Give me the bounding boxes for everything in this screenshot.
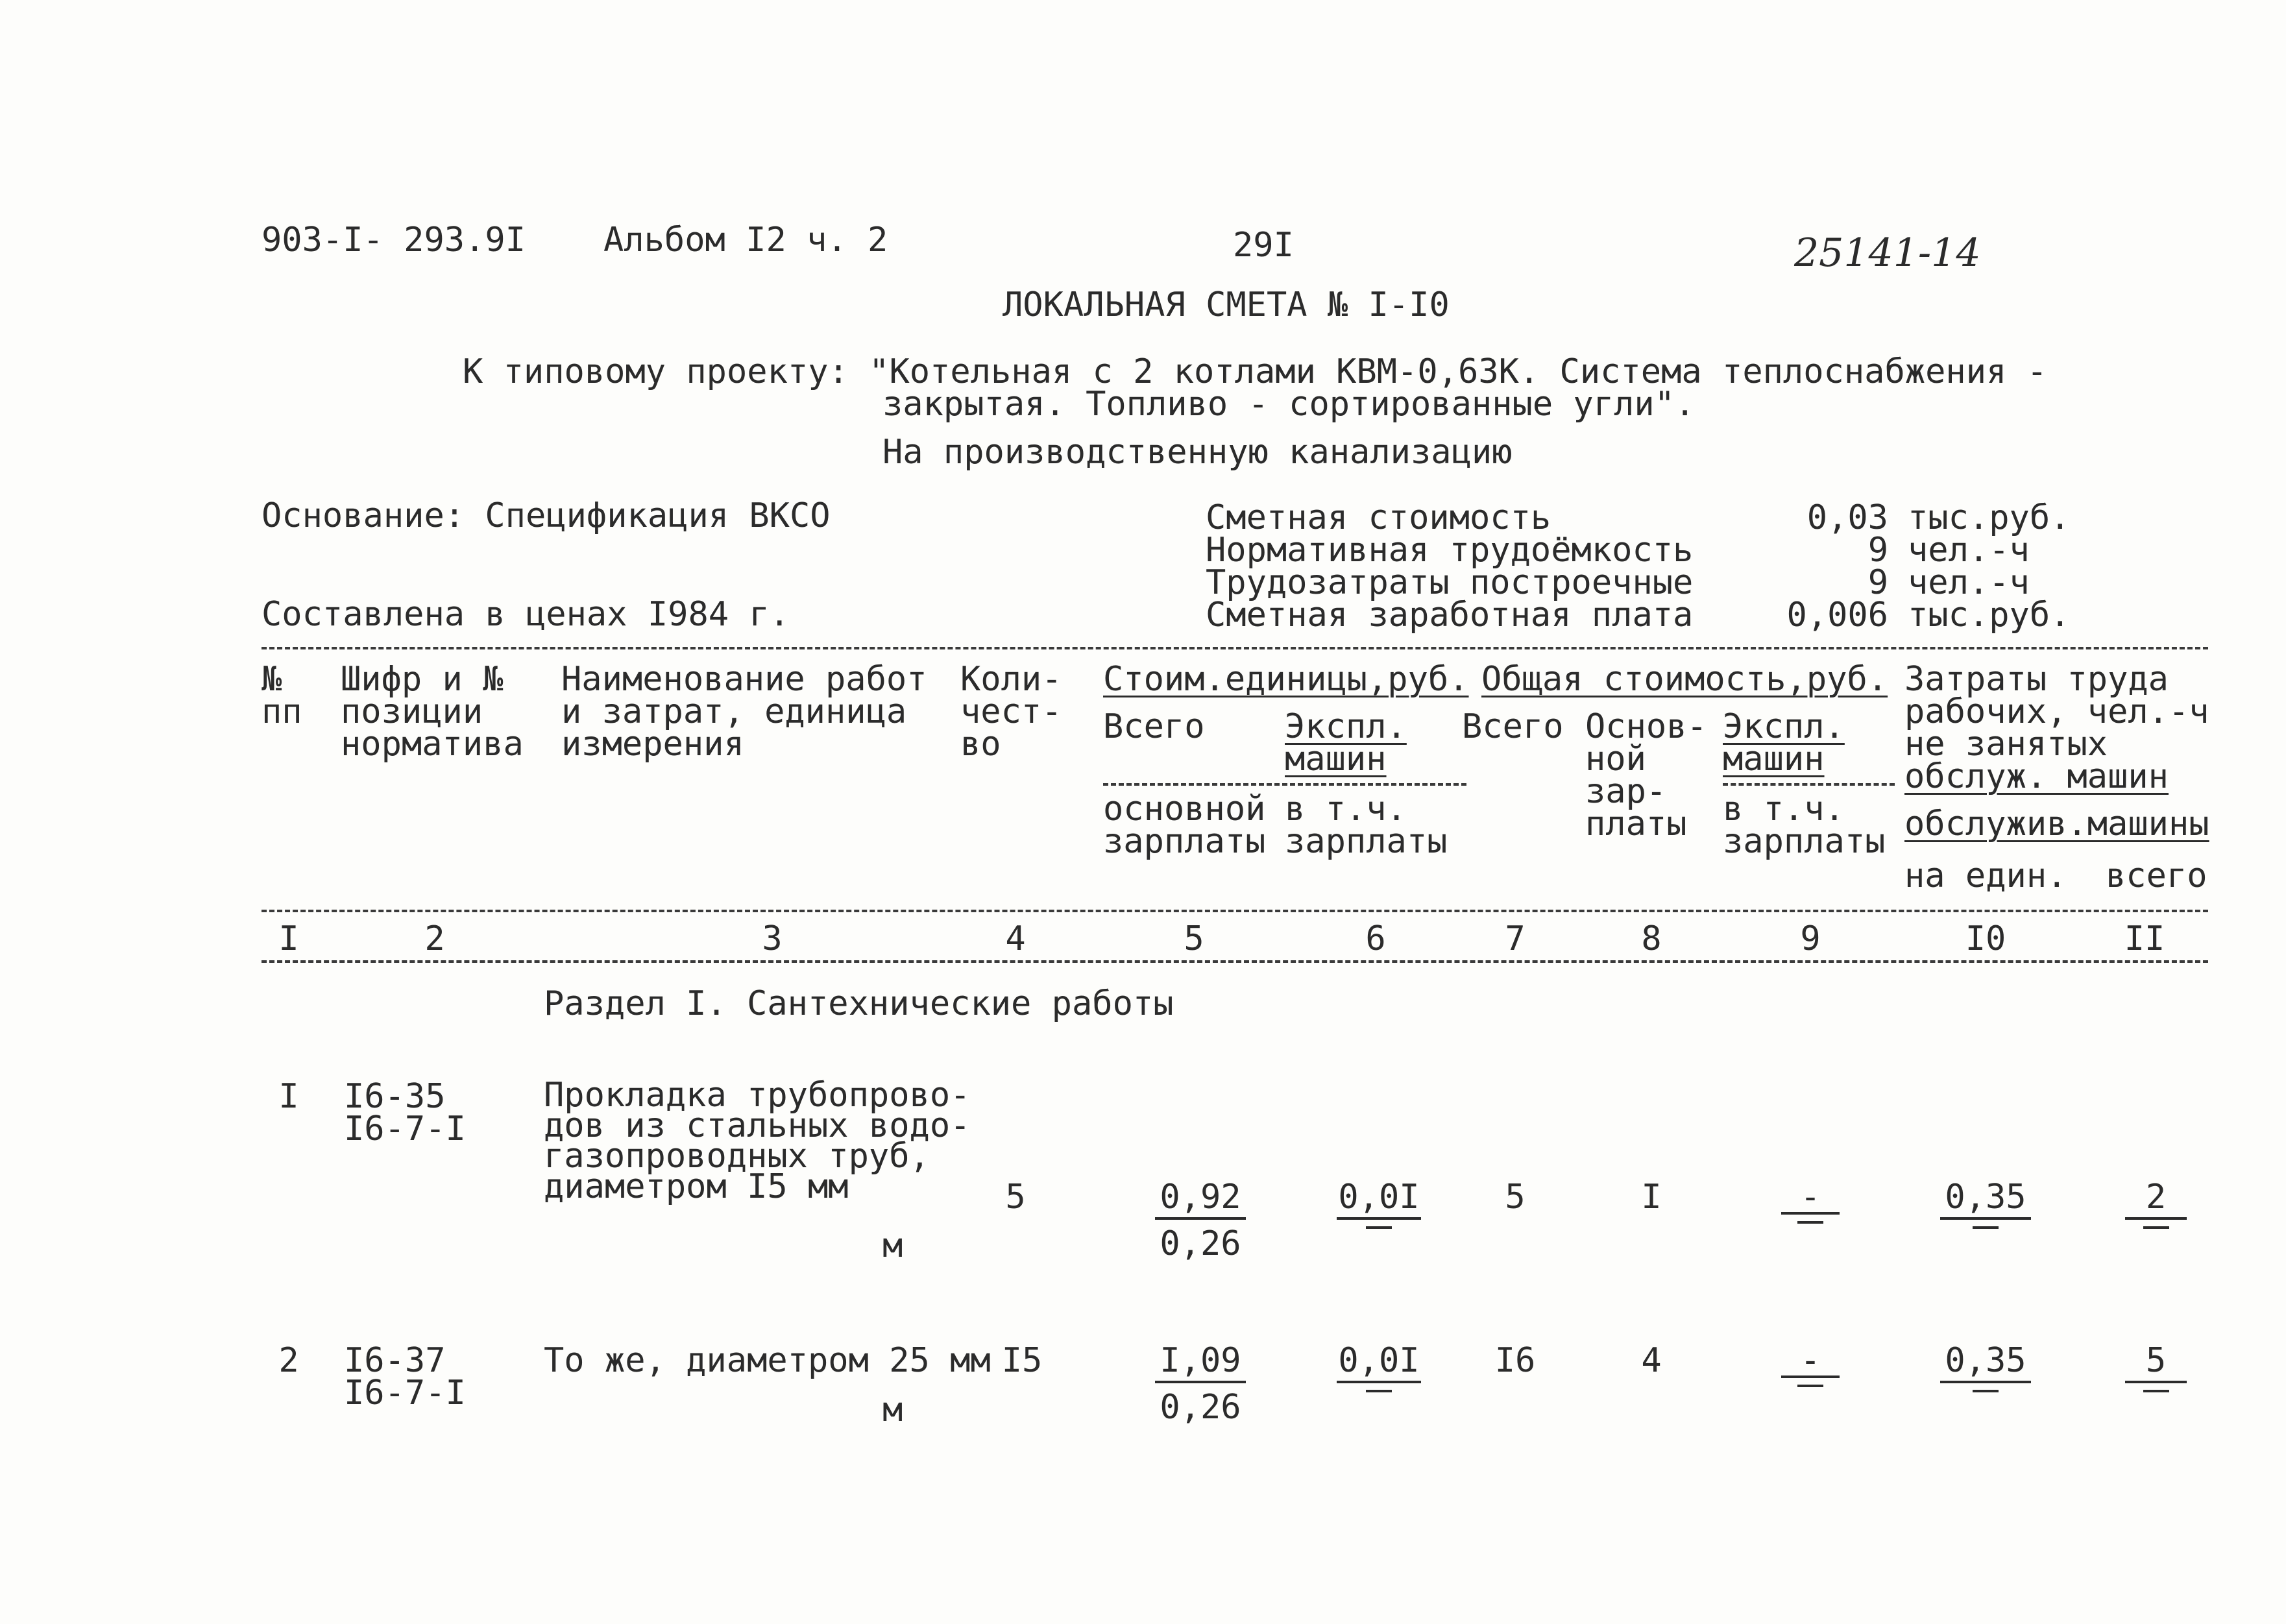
col-number: 3: [762, 919, 783, 958]
page-number: 29I: [1233, 226, 1294, 265]
labor-unit-fraction: [1940, 1341, 2031, 1392]
unit-total: 0,92: [1155, 1181, 1246, 1220]
header-bottom-rule: [261, 910, 2208, 912]
handwritten-stamp: 25141-14: [1794, 230, 1981, 276]
col-header-per-unit: на един.: [1904, 856, 2067, 895]
column-number-rule: [261, 960, 2208, 963]
unit-cost-fraction: [1155, 1341, 1246, 1427]
col-header-9a: Экспл. машин: [1723, 707, 1845, 779]
machine-total-fraction: [1778, 1178, 1843, 1224]
machine-divider: [1723, 783, 1895, 786]
album-label: Альбом I2 ч. 2: [603, 221, 888, 260]
machine-total: -: [1800, 1178, 1821, 1217]
empty-mark: [2143, 1226, 2169, 1229]
summary-value: 9: [1867, 563, 1888, 602]
row-unit: м: [882, 1390, 903, 1429]
summary-label: Сметная стоимость: [1206, 498, 1551, 537]
row-name: То же, диаметром 25 мм: [544, 1341, 991, 1380]
price-basis-text: Составлена в ценах I984 г.: [261, 595, 790, 634]
col-number: 9: [1800, 919, 1821, 958]
col-header-6a: Экспл. машин: [1285, 707, 1407, 779]
col-header-labor-b: обслужив.машины: [1904, 805, 2209, 843]
unit-total: I,09: [1155, 1344, 1246, 1383]
summary-unit: тыс.руб.: [1908, 498, 2071, 537]
summary-unit: тыс.руб.: [1908, 596, 2071, 635]
summary-value: 9: [1867, 531, 1888, 570]
summary-unit: чел.-ч: [1908, 563, 2030, 602]
labor-total: 2: [2125, 1181, 2187, 1220]
summary-unit: чел.-ч: [1908, 531, 2030, 570]
col-number: 4: [1005, 919, 1026, 958]
row-wage: I: [1641, 1178, 1662, 1217]
unit-wage: 0,26: [1160, 1388, 1241, 1427]
unit-cost-divider: [1103, 783, 1466, 786]
labor-total-fraction: [2125, 1178, 2187, 1229]
col-header-7: Всего: [1462, 707, 1564, 746]
col-number: 2: [424, 919, 445, 958]
row-number: 2: [278, 1341, 299, 1380]
summary-label: Сметная заработная плата: [1206, 596, 1694, 635]
summary-label: Трудозатраты построечные: [1206, 563, 1694, 602]
project-line-1: К типовому проекту: "Котельная с 2 котлами КВМ-0,63К. Система теплоснабжения -: [463, 352, 2047, 391]
table-top-rule: [261, 647, 2208, 649]
col-header-total: всего: [2106, 856, 2207, 895]
summary-value: 0,03: [1806, 498, 1888, 537]
row-quantity: I5: [1001, 1341, 1043, 1380]
document-code: 903-I- 293.9I: [261, 221, 526, 260]
col-header-code: Шифр и № позиции норматива: [341, 660, 524, 764]
col-header-total-cost: Общая стоимость,руб.: [1481, 660, 1888, 699]
unit-cost-fraction: [1155, 1178, 1246, 1263]
row-total: I6: [1494, 1341, 1536, 1380]
col-number: 5: [1184, 919, 1204, 958]
empty-wage-mark: [1366, 1226, 1392, 1229]
summary-value: 0,006: [1786, 596, 1888, 635]
col-header-quantity: Коли- чест- во: [960, 660, 1062, 764]
row-quantity: 5: [1005, 1178, 1026, 1217]
col-header-number: № пп: [261, 660, 302, 731]
col-number: I: [278, 919, 299, 958]
labor-per-unit: 0,35: [1940, 1181, 2031, 1220]
col-header-name: Наименование работ и затрат, единица измерения: [561, 660, 927, 764]
machine-cost-fraction: [1337, 1178, 1421, 1229]
row-unit: м: [882, 1226, 903, 1265]
labor-per-unit: 0,35: [1940, 1344, 2031, 1383]
col-header-labor: Затраты труда рабочих, чел.-ч не занятых: [1904, 660, 2209, 764]
section-title: Раздел I. Сантехнические работы: [544, 984, 1174, 1023]
row-wage: 4: [1641, 1341, 1662, 1380]
col-number: 7: [1505, 919, 1526, 958]
summary-label: Нормативная трудоёмкость: [1206, 531, 1694, 570]
project-subject: На производственную канализацию: [882, 433, 1513, 472]
col-number: II: [2124, 919, 2165, 958]
machine-total: -: [1800, 1341, 1821, 1380]
project-line-2: закрытая. Топливо - сортированные угли".: [882, 385, 1696, 424]
machine-total-fraction: [1778, 1341, 1843, 1387]
empty-wage-mark: [1366, 1390, 1392, 1392]
col-number: 8: [1641, 919, 1662, 958]
col-header-unit-cost: Стоим.единицы,руб.: [1103, 660, 1469, 699]
col-number: I0: [1965, 919, 2006, 958]
unit-wage: 0,26: [1160, 1224, 1241, 1263]
row-name: Прокладка трубопрово- дов из стальных водо- газопроводных труб, диаметром I5 мм: [544, 1076, 971, 1206]
basis-text: Основание: Спецификация ВКСО: [261, 496, 831, 535]
labor-total-fraction: [2125, 1341, 2187, 1392]
empty-wage-mark: [1797, 1385, 1823, 1387]
labor-unit-fraction: [1940, 1178, 2031, 1229]
machine-cost-fraction: [1337, 1341, 1421, 1392]
row-code: I6-35 I6-7-I: [344, 1077, 466, 1148]
row-total: 5: [1505, 1178, 1526, 1217]
machine-cost: 0,0I: [1337, 1344, 1421, 1383]
labor-total: 5: [2125, 1344, 2187, 1383]
row-number: I: [278, 1077, 299, 1116]
page-title: ЛОКАЛЬНАЯ СМЕТА № I-I0: [1003, 285, 1450, 324]
col-header-5b: основной зарплаты: [1103, 790, 1266, 861]
empty-mark: [1973, 1390, 1999, 1392]
machine-cost: 0,0I: [1337, 1181, 1421, 1220]
col-header-8: Основ- ной зар- платы: [1585, 707, 1707, 843]
col-number: 6: [1365, 919, 1386, 958]
col-header-5a: Всего: [1103, 707, 1205, 746]
col-header-6b: в т.ч. зарплаты: [1285, 790, 1448, 861]
col-header-9b: в т.ч. зарплаты: [1723, 790, 1886, 861]
empty-mark: [2143, 1390, 2169, 1392]
empty-mark: [1973, 1226, 1999, 1229]
row-code: I6-37 I6-7-I: [344, 1341, 466, 1412]
empty-wage-mark: [1797, 1221, 1823, 1224]
col-header-labor-a: обслуж. машин: [1904, 757, 2169, 796]
